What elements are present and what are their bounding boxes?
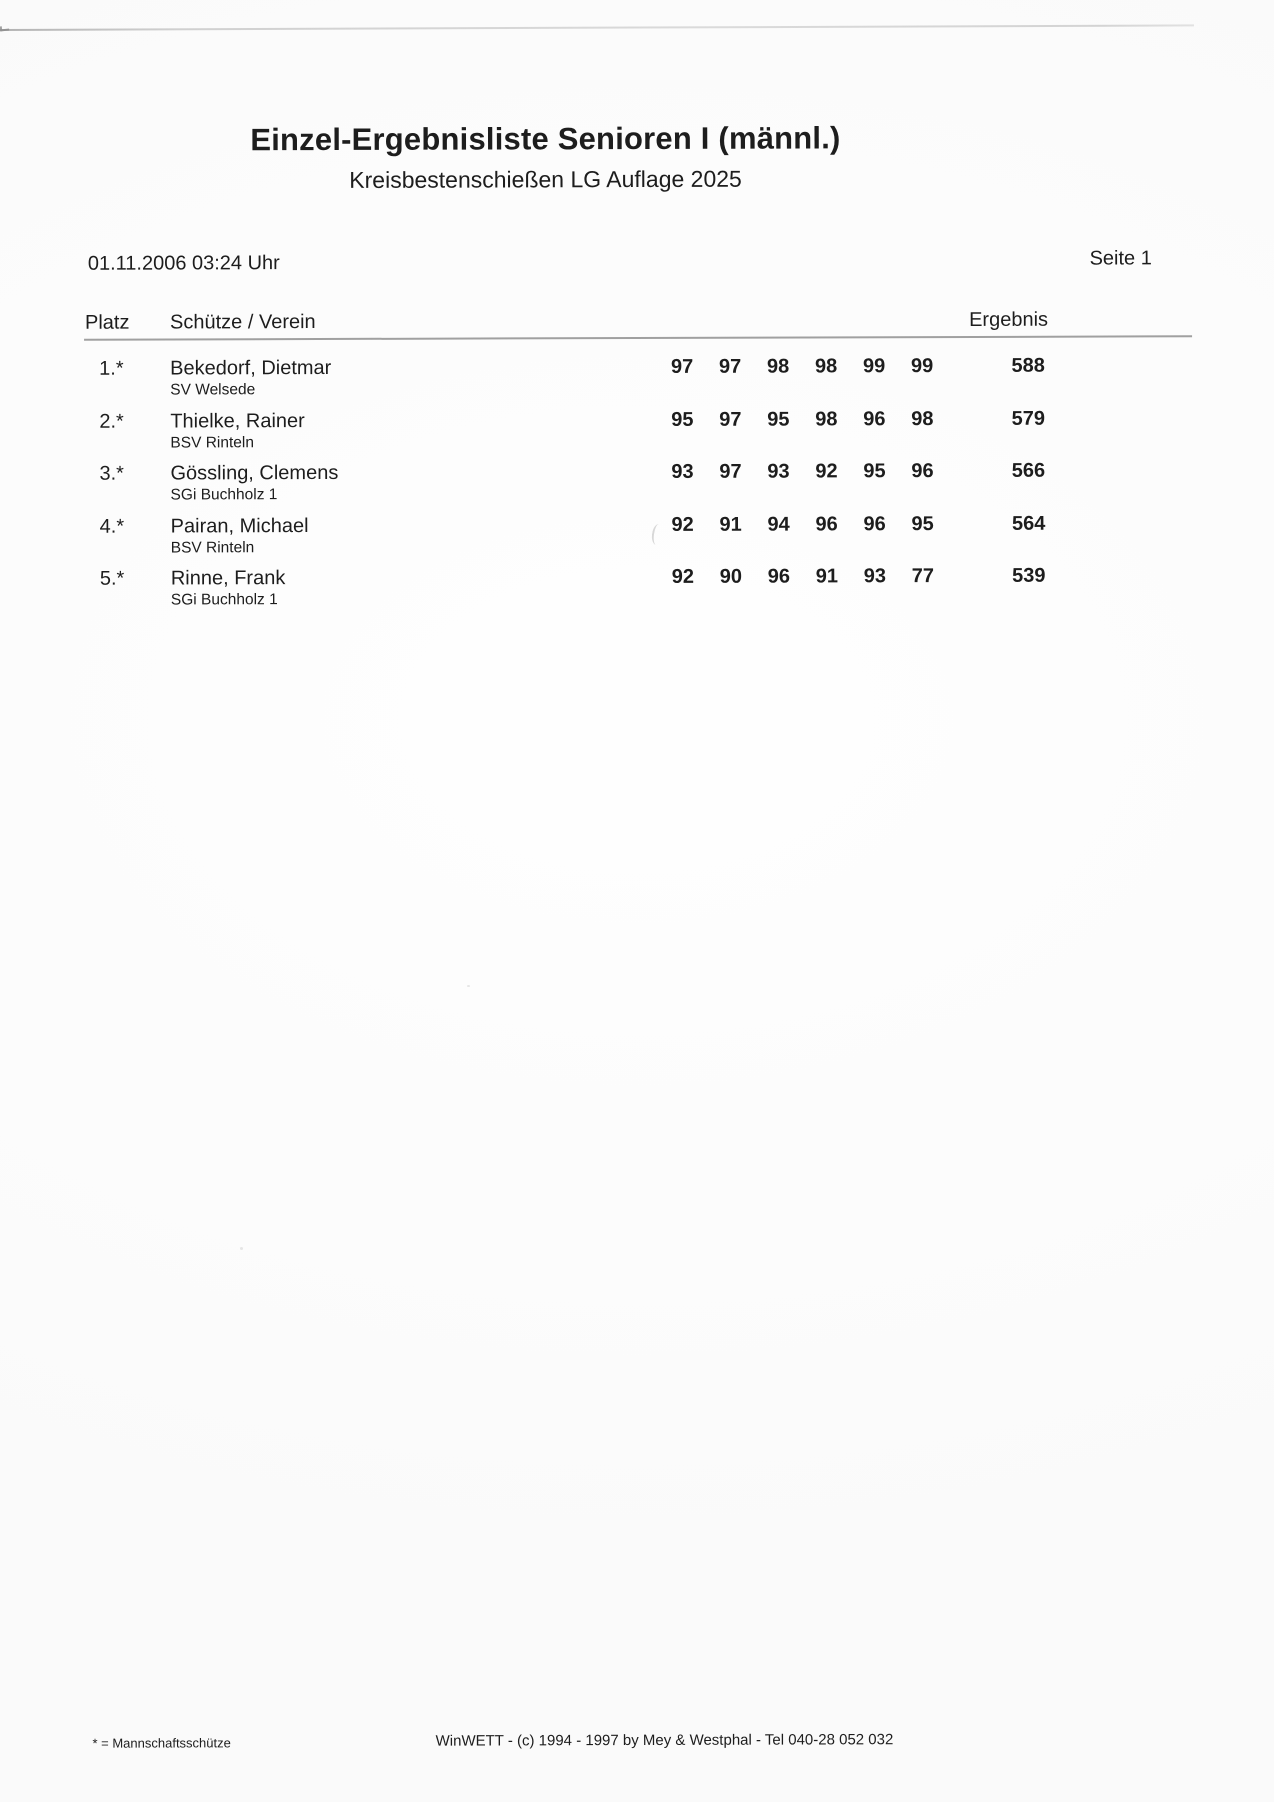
series-score: 96 (815, 512, 838, 535)
col-header-shooter-club: Schütze / Verein (169, 311, 316, 334)
shooter-name: Pairan, Michael (170, 514, 309, 537)
series-score: 94 (767, 513, 790, 536)
series-score: 96 (767, 565, 790, 588)
series-score: 93 (767, 460, 790, 483)
series-score: 95 (863, 460, 886, 483)
table-row (1, 561, 1274, 618)
series-score: 92 (671, 565, 694, 588)
club-name: SGi Buchholz 1 (170, 486, 278, 504)
series-score: 98 (815, 407, 838, 430)
series-score: 92 (815, 460, 838, 483)
col-header-place: Platz (84, 311, 130, 334)
shooter-name: Rinne, Frank (170, 567, 286, 590)
series-score: 93 (671, 460, 694, 483)
header-divider-line (84, 335, 1192, 340)
total-score: 579 (1011, 407, 1046, 430)
total-score: 588 (1011, 354, 1045, 377)
series-score: 92 (671, 513, 694, 536)
club-name: SGi Buchholz 1 (170, 591, 278, 609)
table-row (1, 509, 1274, 566)
series-score: 99 (910, 355, 934, 378)
series-score: 98 (911, 407, 934, 430)
total-score: 539 (1012, 564, 1046, 587)
results-table-body (0, 351, 1274, 618)
program-credit: WinWETT - (c) 1994 - 1997 by Mey & Westphal - Tel 040-28 052 032 (435, 1731, 894, 1750)
series-score: 97 (718, 355, 742, 378)
shooter-name: Gössling, Clemens (170, 461, 339, 485)
series-score: 95 (911, 512, 934, 535)
series-score: 98 (814, 355, 838, 378)
club-name: BSV Rinteln (170, 538, 255, 556)
series-score: 97 (719, 408, 742, 431)
club-name: SV Welsede (170, 381, 256, 399)
series-score: 96 (863, 512, 886, 535)
total-score: 566 (1011, 459, 1046, 482)
series-score: 96 (863, 407, 886, 430)
total-score: 564 (1011, 512, 1046, 535)
rank-cell: 1.* (99, 357, 124, 380)
rank-cell: 3.* (99, 462, 124, 485)
shooter-name: Bekedorf, Dietmar (170, 356, 332, 380)
series-score: 90 (719, 565, 742, 588)
club-name: BSV Rinteln (170, 433, 254, 451)
page-title: Einzel-Ergebnisliste Senioren I (männl.) (250, 120, 841, 158)
series-score: 97 (719, 460, 742, 483)
col-header-result: Ergebnis (969, 308, 1049, 331)
series-score: 99 (862, 355, 886, 378)
series-score: 97 (670, 355, 694, 378)
page-number: Seite 1 (1089, 247, 1152, 270)
rank-cell: 4.* (99, 515, 125, 538)
print-datetime: 01.11.2006 03:24 Uhr (87, 252, 280, 275)
series-score: 91 (815, 565, 838, 588)
series-score: 77 (911, 565, 934, 588)
series-score: 91 (719, 513, 742, 536)
rank-cell: 2.* (99, 410, 124, 433)
series-score: 96 (911, 460, 934, 483)
team-shooter-footnote: * = Mannschaftsschütze (92, 1735, 231, 1751)
series-score: 93 (863, 565, 886, 588)
rank-cell: 5.* (99, 567, 125, 590)
page-subtitle: Kreisbestenschießen LG Auflage 2025 (349, 165, 742, 193)
shooter-name: Thielke, Rainer (170, 409, 305, 432)
results-table-header (0, 308, 1274, 334)
series-score: 98 (766, 355, 790, 378)
table-row (0, 351, 1274, 408)
series-score: 95 (767, 408, 790, 431)
series-score: 95 (671, 408, 694, 431)
table-row (0, 456, 1274, 513)
table-row (0, 404, 1274, 461)
